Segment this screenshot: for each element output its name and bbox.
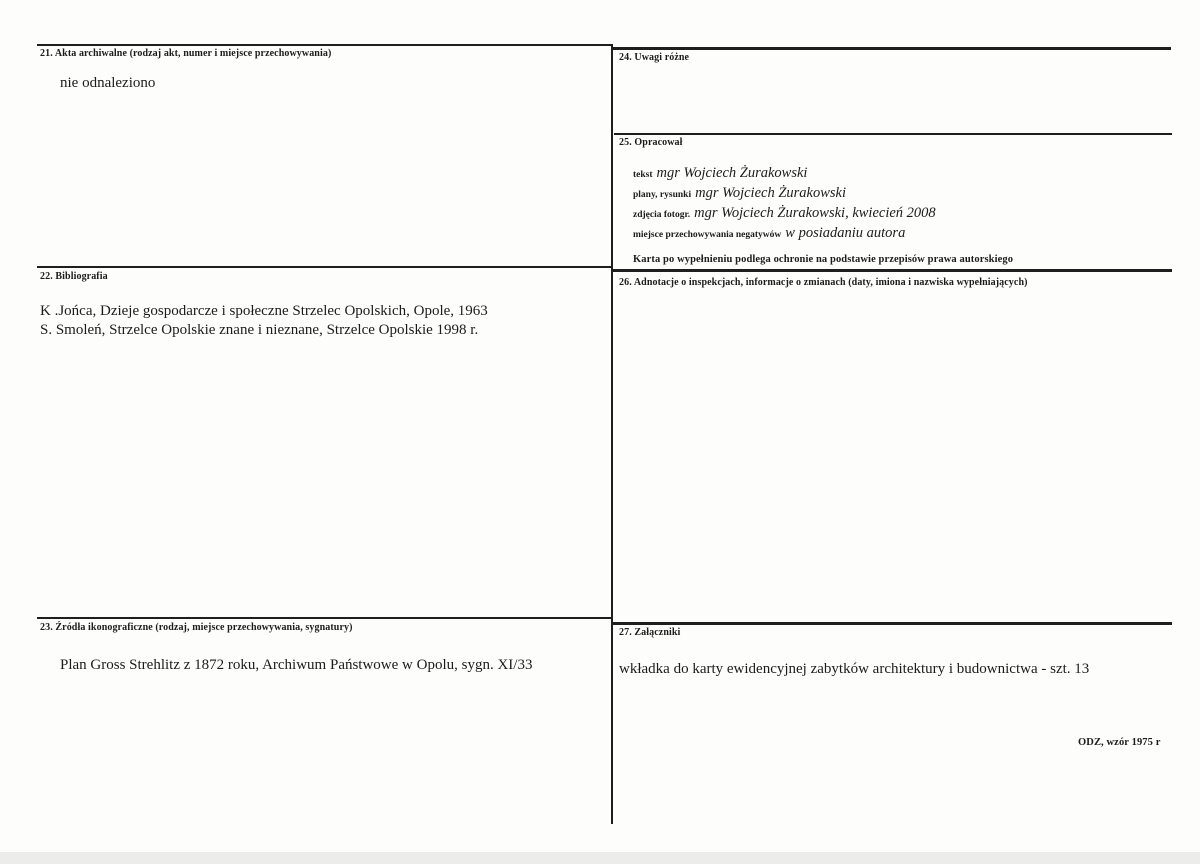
credit-plany [633,184,846,202]
section-23-header: 23. Źródła ikonograficzne (rodzaj, miejsce przechowywania, sygnatury) [40,622,353,633]
column-divider [611,44,613,824]
top-rule-right [612,47,1171,50]
credit-plany-label: plany, rysunki [633,190,692,200]
section-22-header: 22. Bibliografia [40,271,108,282]
scan-edge-shadow [0,852,1200,864]
rule-27-right [612,622,1172,625]
credit-tekst [633,164,807,182]
rule-26-right [612,269,1172,272]
credit-zdjecia-label: zdjęcia fotogr. [633,210,691,220]
section-24-header: 24. Uwagi różne [619,52,690,63]
bibliography-line-2: S. Smoleń, Strzelce Opolskie znane i nieznane, Strzelce Opolskie 1998 r. [40,322,479,338]
credit-miejsce-label: miejsce przechowywania negatywów [633,230,782,240]
rule-22-left [37,266,612,268]
credit-miejsce [633,224,905,242]
credit-zdjecia-value: mgr Wojciech Żurakowski, kwiecień 2008 [694,205,936,221]
credit-zdjecia [633,204,936,222]
copyright-note: Karta po wypełnieniu podlega ochronie na podstawie przepisów prawa autorskiego [633,254,1014,265]
credit-tekst-value: mgr Wojciech Żurakowski [656,165,808,181]
bibliography-line-1: K .Jońca, Dzieje gospodarcze i społeczne Strzelec Opolskich, Opole, 1963 [40,303,488,319]
section-25-header: 25. Opracował [619,137,683,148]
rule-23-left [37,617,612,619]
section-23-body: Plan Gross Strehlitz z 1872 roku, Archiwum Państwowe w Opolu, sygn. XI/33 [60,657,533,673]
section-21-body: nie odnaleziono [60,75,156,91]
section-26-header: 26. Adnotacje o inspekcjach, informacje o zmianach (daty, imiona i nazwiska wypełniających) [619,277,1028,288]
section-21-header: 21. Akta archiwalne (rodzaj akt, numer i miejsce przechowywania) [40,48,332,59]
form-id: ODZ, wzór 1975 r [1078,737,1161,748]
top-rule-left [37,44,612,46]
rule-25 [614,133,1172,135]
section-27-header: 27. Załączniki [619,627,681,638]
section-27-body: wkładka do karty ewidencyjnej zabytków architektury i budownictwa - szt. 13 [619,661,1090,677]
credit-plany-value: mgr Wojciech Żurakowski [695,185,846,201]
credit-miejsce-value: w posiadaniu autora [785,225,906,241]
credit-tekst-label: tekst [633,170,653,180]
